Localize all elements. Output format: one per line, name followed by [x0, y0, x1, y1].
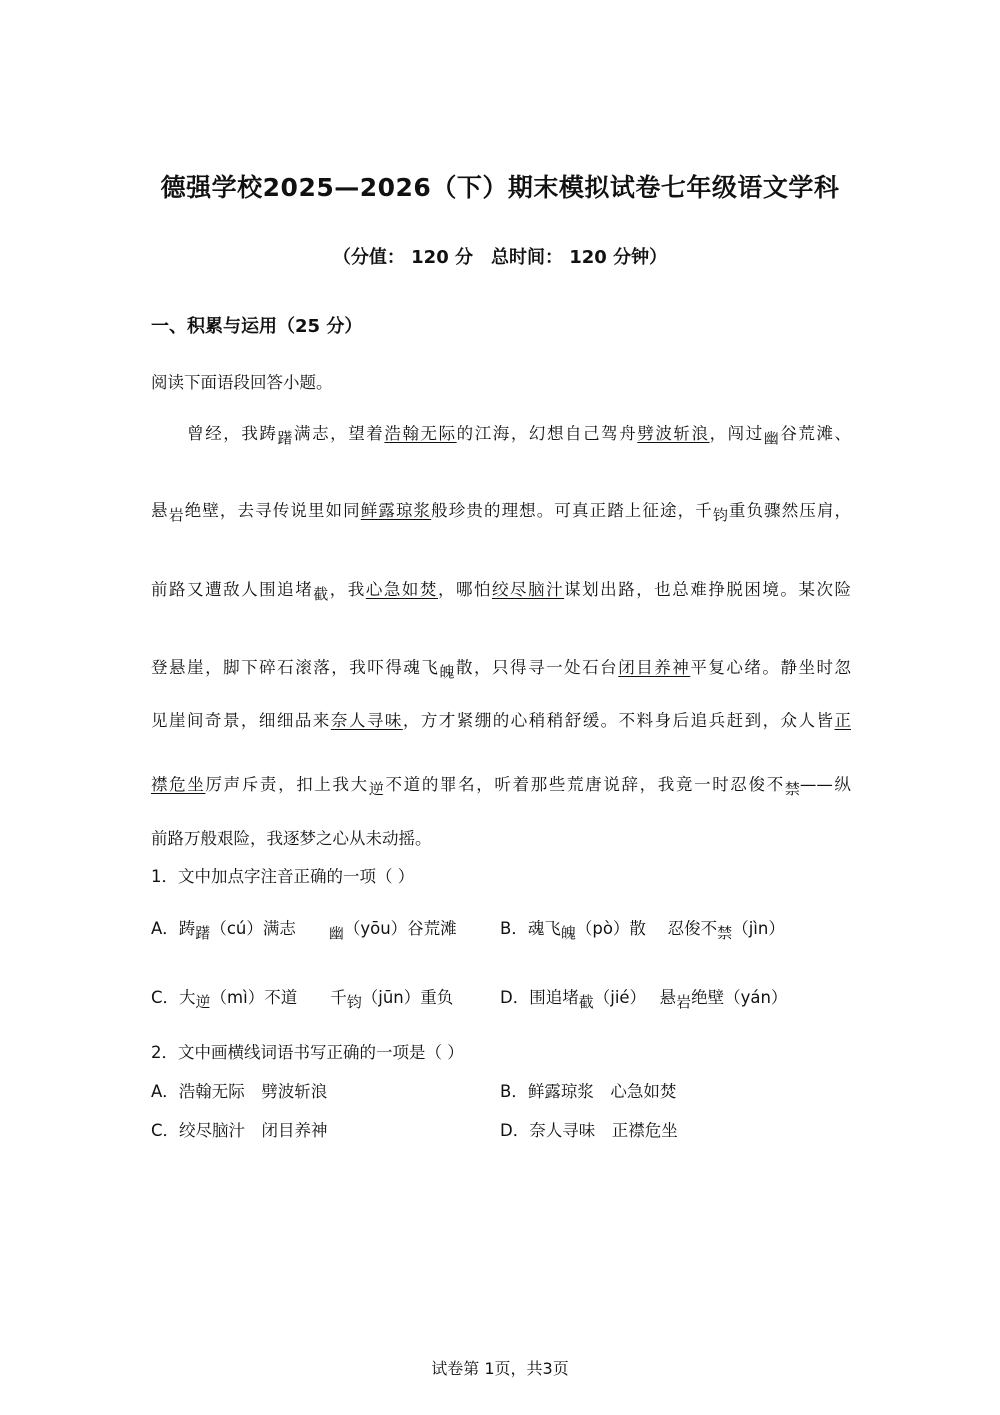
dotted-char: 截: [313, 585, 329, 603]
underlined-word: 闭目养神: [618, 658, 691, 677]
q2-option-a[interactable]: A．浩翰无际 劈波斩浪: [151, 1082, 328, 1101]
passage-line-6: 襟危坐厉声斥责，扣上我大逆不道的罪名，听着那些荒唐说辞，我竟一时忍俊不禁——纵: [151, 775, 852, 798]
question-2-stem: 2．文中画横线词语书写正确的一项是（ ）: [151, 1043, 464, 1062]
underlined-word: 心急如焚: [365, 580, 438, 599]
q2-option-c[interactable]: C．绞尽脑汁 闭目养神: [151, 1121, 328, 1140]
score-and-time-info: （分值： 120 分 总时间： 120 分钟）: [332, 247, 668, 268]
dotted-char: 钧: [712, 506, 728, 524]
underlined-word: 劈波斩浪: [637, 424, 710, 443]
passage-line-5: 见崖间奇景，细细品来奈人寻味，方才紧绷的心稍稍舒缓。不料身后追兵赶到，众人皆正: [151, 711, 852, 730]
underlined-word: 奈人寻味: [330, 711, 403, 730]
dotted-char: 岩: [168, 506, 184, 524]
q1-option-a[interactable]: A．踌躇（cú）满志 幽（yōu）谷荒滩: [151, 919, 457, 942]
passage-line-3: 前路又遭敌人围追堵截，我心急如焚，哪怕绞尽脑汁谋划出路，也总难挣脱困境。某次险: [151, 580, 852, 603]
passage-line-2: 悬岩绝壁，去寻传说里如同鲜露琼浆般珍贵的理想。可真正踏上征途，千钧重负骤然压肩，: [151, 501, 852, 524]
q1-option-b[interactable]: B．魂飞魄（pò）散 忍俊不禁（jìn）: [500, 919, 785, 942]
dotted-char: 截: [578, 993, 594, 1011]
dotted-char: 岩: [676, 993, 692, 1011]
dotted-char: 禁: [784, 780, 800, 798]
underlined-word: 浩翰无际: [384, 424, 457, 443]
q2-option-b[interactable]: B．鲜露琼浆 心急如焚: [500, 1082, 677, 1101]
dotted-char: 逆: [368, 780, 384, 798]
underlined-word: 绞尽脑汁: [492, 580, 565, 599]
dotted-char: 幽: [328, 924, 344, 942]
passage-line-7: 前路万般艰险，我逐梦之心从未动摇。: [151, 829, 432, 848]
page-footer: 试卷第 1页，共3页: [431, 1359, 569, 1378]
question-1-stem: 1．文中加点字注音正确的一项（ ）: [151, 867, 415, 886]
reading-instruction: 阅读下面语段回答小题。: [151, 373, 333, 392]
dotted-char: 幽: [763, 429, 779, 447]
dotted-char: 躇: [195, 924, 211, 942]
dotted-char: 魄: [560, 924, 576, 942]
page-title: 德强学校2025—2026（下）期末模拟试卷七年级语文学科: [160, 173, 840, 202]
q2-option-d[interactable]: D．奈人寻味 正襟危坐: [500, 1121, 678, 1140]
dotted-char: 禁: [717, 924, 733, 942]
underlined-word: 襟危坐: [151, 775, 206, 794]
dotted-char: 躇: [277, 429, 293, 447]
dotted-char: 钧: [346, 993, 362, 1011]
section-heading: 一、积累与运用（25 分）: [151, 316, 363, 337]
passage-line-4: 登悬崖，脚下碎石滚落，我吓得魂飞魄散，只得寻一处石台闭目养神平复心绪。静坐时忽: [151, 658, 852, 681]
underlined-word: 鲜露琼浆: [360, 501, 432, 520]
underlined-word: 正: [834, 711, 852, 730]
passage-line-1: 曾经，我踌躇满志，望着浩翰无际的江海，幻想自己驾舟劈波斩浪，闯过幽谷荒滩、: [151, 424, 852, 447]
q1-option-d[interactable]: D．围追堵截（jié） 悬岩绝壁（yán）: [500, 988, 788, 1011]
q1-option-c[interactable]: C．大逆（mì）不道 千钧（jūn）重负: [151, 988, 454, 1011]
dotted-char: 魄: [439, 663, 455, 681]
dotted-char: 逆: [195, 993, 211, 1011]
